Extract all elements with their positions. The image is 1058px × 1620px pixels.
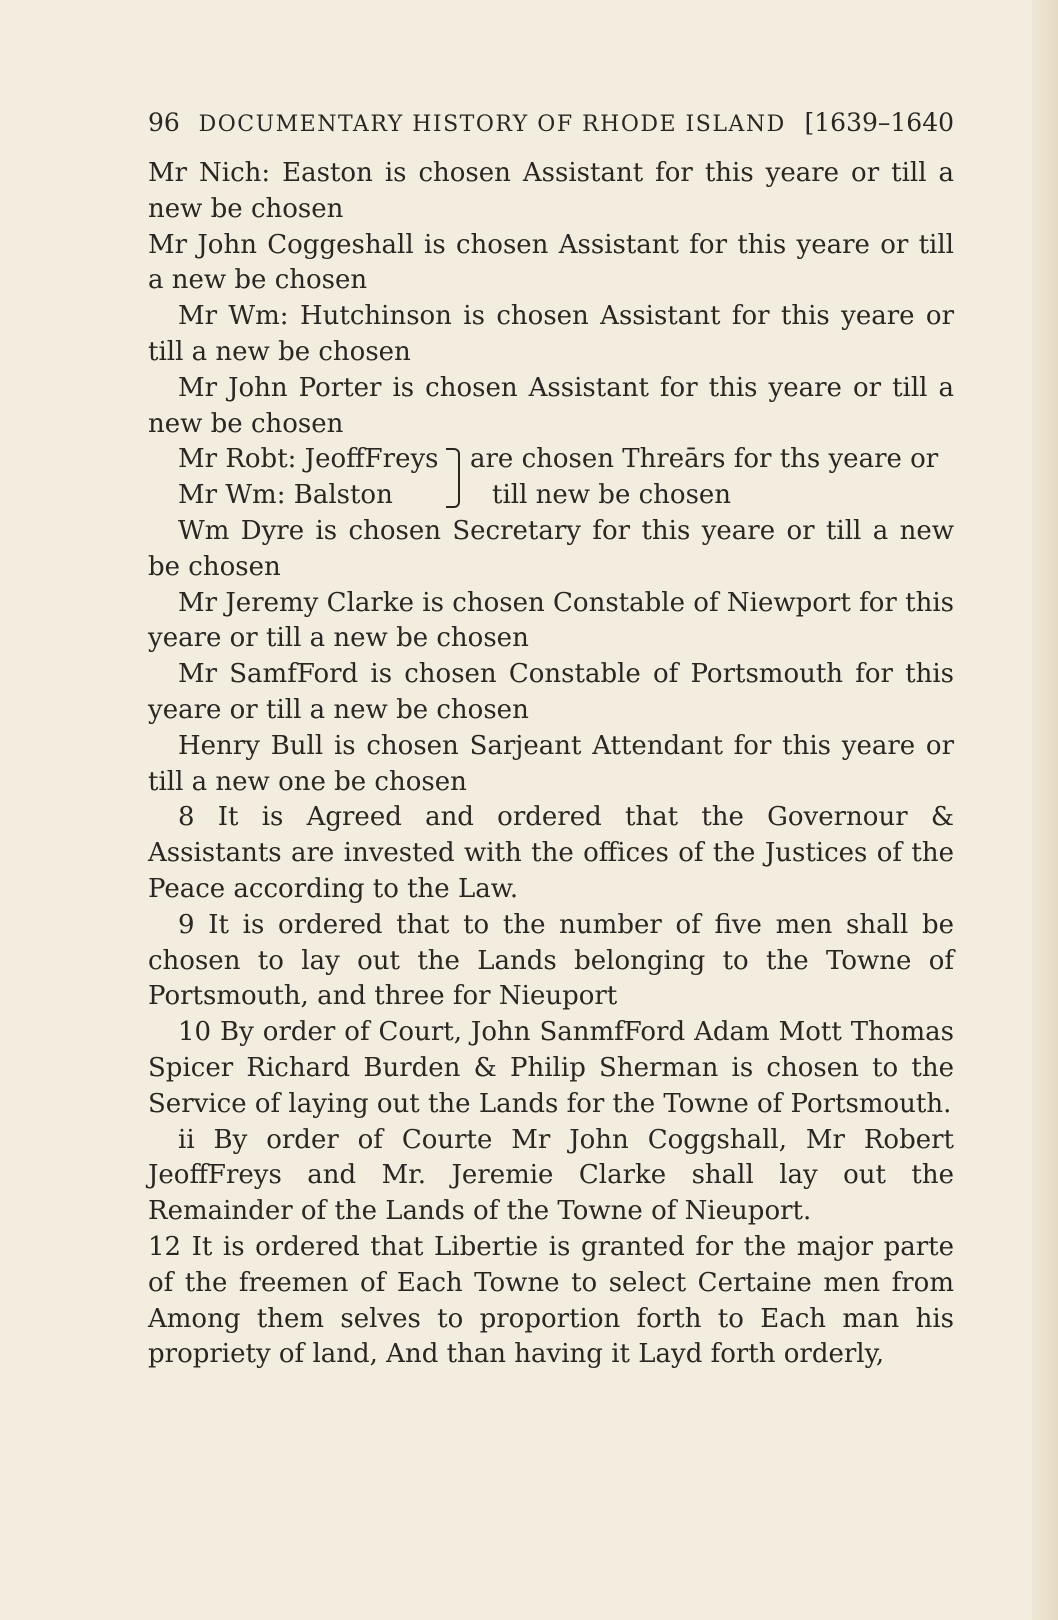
paragraph: Wm Dyre is chosen Secretary for this yeare or till a new be chosen: [148, 515, 954, 582]
paragraph: 12 It is ordered that Libertie is granted for the major parte of the freemen of Each Towne to select Certaine men from Among them selves to proportion forth to Each man his propriety of land, And than having it Layd forth orderly,: [148, 1231, 954, 1370]
page-body: [148, 156, 954, 1373]
running-title: DOCUMENTARY HISTORY OF RHODE ISLAND: [198, 112, 786, 137]
paragraph: ii By order of Courte Mr John Coggshall, Mr Robert JeoffFreys and Mr. Jeremie Clarke shall lay out the Remainder of the Lands of the Towne of Nieuport.: [148, 1124, 954, 1227]
page-edge: [1032, 0, 1058, 1620]
treasurer-outcome: [470, 442, 954, 514]
outcome-line: till new be chosen: [492, 480, 732, 511]
treasurers-entry: [148, 442, 954, 514]
treasurer-name: Mr Robt: JeoffFreys: [178, 444, 439, 475]
paragraph: 8 It is Agreed and ordered that the Governour & Assistants are invested with the offices of the Justices of the Peace according to the Law.: [148, 802, 954, 904]
year-range: [1639–1640: [804, 108, 954, 137]
book-page: [148, 108, 954, 1373]
paragraph: 9 It is ordered that to the number of five men shall be chosen to lay out the Lands belonging to the Towne of Portsmouth, and three for Nieuport: [148, 909, 954, 1012]
outcome-line: are chosen Threārs for ths yeare or: [470, 444, 939, 475]
paragraph: Mr Wm: Hutchinson is chosen Assistant for this yeare or till a new be chosen: [148, 301, 954, 367]
paragraph: Henry Bull is chosen Sarjeant Attendant for this yeare or till a new one be chosen: [148, 730, 954, 797]
paragraph: Mr Nich: Easton is chosen Assistant for this yeare or till a new be chosen: [148, 158, 954, 224]
paragraph: 10 By order of Court, John SanmfFord Adam Mott Thomas Spicer Richard Burden & Philip Sherman is chosen to the Service of laying out the Lands for the Towne of Portsmouth.: [148, 1017, 954, 1119]
running-header: [148, 108, 954, 142]
paragraph: Mr John Porter is chosen Assistant for this yeare or till a new be chosen: [148, 372, 954, 439]
treasurer-name: Mr Wm: Balston: [178, 480, 393, 511]
paragraph: Mr SamfFord is chosen Constable of Portsmouth for this yeare or till a new be chosen: [148, 659, 954, 725]
page-number: 96: [148, 108, 180, 137]
paragraph: Mr John Coggeshall is chosen Assistant for this yeare or till a new be chosen: [148, 229, 954, 296]
treasurer-names: [148, 442, 446, 514]
brace-bracket: [446, 448, 460, 508]
paragraph: Mr Jeremy Clarke is chosen Constable of Niewport for this yeare or till a new be chosen: [148, 587, 954, 654]
